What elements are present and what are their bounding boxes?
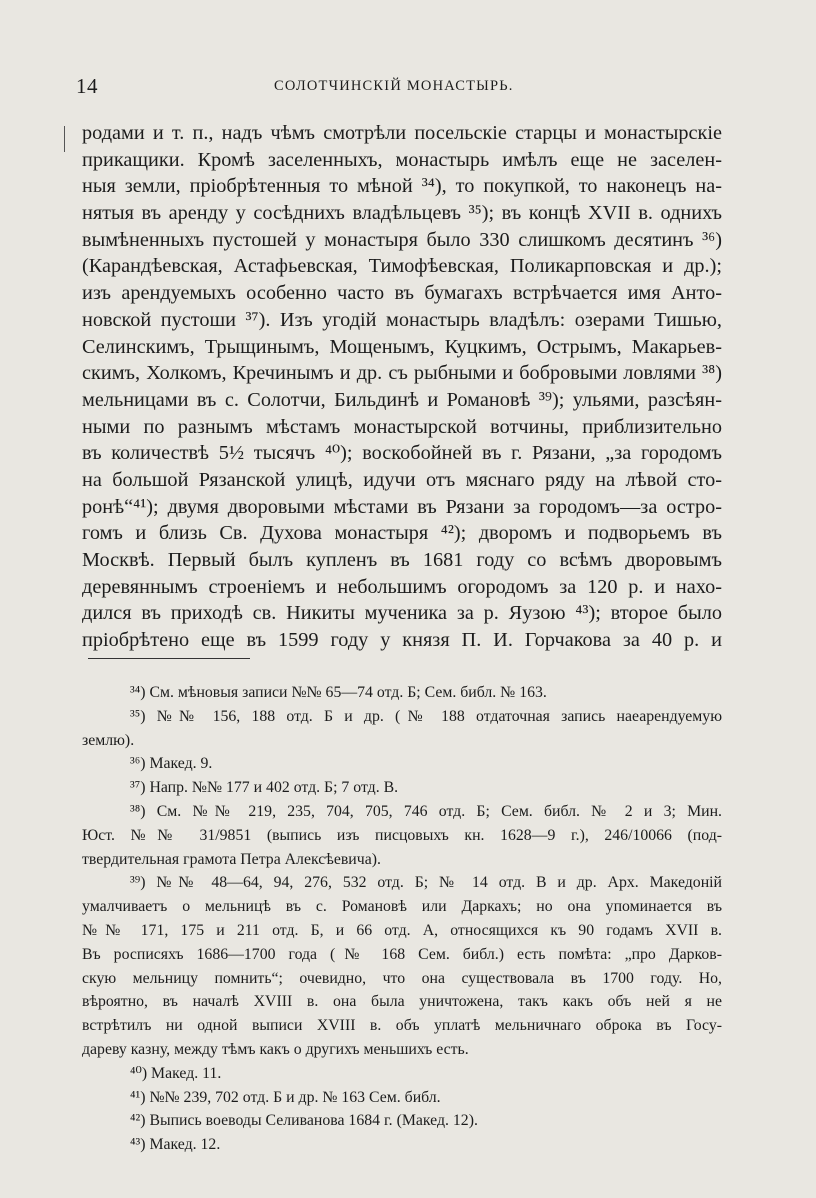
running-title: СОЛОТЧИНСКІЙ МОНАСТЫРЬ. (274, 78, 514, 94)
text-line: мельницами въ с. Солотчи, Бильдинѣ и Романовѣ ³⁹); ульями, разсѣян- (82, 388, 722, 411)
page-header (76, 74, 726, 104)
text-line: изъ арендуемыхъ особенно часто въ бумагахъ встрѣчается имя Анто- (82, 282, 722, 305)
text-line: гомъ и близь Св. Духова монастыря ⁴²); дворомъ и подворьемъ въ (82, 522, 722, 545)
footnote-line: ³⁷) Напр. №№ 177 и 402 отд. Б; 7 отд. В. (130, 779, 399, 797)
text-line: нятыя въ аренду у сосѣднихъ владѣльцевъ ³⁵); въ концѣ XVII в. однихъ (82, 202, 722, 225)
text-line: Селинскимъ, Трыщинымъ, Мощенымъ, Куцкимъ, Острымъ, Макарьев- (82, 335, 722, 358)
footnote-line: ³⁵) №№ 156, 188 отд. Б и др. (№ 188 отдаточная запись наеарендуемую (130, 707, 722, 725)
footnote-line: вѣроятно, въ началѣ XVIII в. она была уничтожена, такъ какъ объ ней я не (82, 993, 722, 1011)
footnote-line: ³⁸) См. №№ 219, 235, 704, 705, 746 отд. Б; Сем. библ. № 2 и 3; Мин. (130, 802, 722, 820)
footnote-line: Юст. №№ 31/9851 (выпись изъ писцовыхъ кн. 1628—9 г.), 246/10066 (под- (82, 826, 722, 844)
text-line: ныя земли, пріобрѣтенныя то мѣной ³⁴), то покупкой, то наконецъ на- (82, 175, 722, 198)
page-number: 14 (76, 74, 98, 98)
footnote-line: умалчиваетъ о мельницѣ въ с. Романовѣ или Даркахъ; но она упоминается въ (82, 898, 722, 916)
footnote-line: ⁴³) Макед. 12. (130, 1136, 221, 1154)
footnote-line: твердительная грамота Петра Алексѣевича). (82, 850, 381, 868)
footnote-separator (88, 658, 250, 659)
footnote-line: дареву казну, между тѣмъ какъ о другихъ меньшихъ есть. (82, 1040, 469, 1058)
text-line: ронѣ“⁴¹); двумя дворовыми мѣстами въ Рязани за городомъ—за остро- (82, 495, 722, 518)
main-text (82, 120, 722, 654)
text-line: въ количествѣ 5½ тысячъ ⁴⁰); воскобойней въ г. Рязани, „за городомъ (82, 442, 722, 465)
text-line: деревяннымъ строеніемъ и небольшимъ огородомъ за 120 р. и нахо- (82, 575, 722, 598)
footnote-line: землю). (82, 731, 135, 749)
footnote-line: встрѣтилъ ни одной выписи XVIII в. объ уплатѣ мельничнаго оброка въ Госу- (82, 1017, 722, 1035)
text-line: дился въ приходѣ св. Никиты мученика за р. Яузою ⁴³); второе было (82, 602, 722, 625)
footnote-line: ³⁴) См. мѣновыя записи №№ 65—74 отд. Б; Сем. библ. № 163. (130, 684, 547, 701)
text-line: Москвѣ. Первый былъ купленъ въ 1681 году со всѣмъ дворовымъ (82, 549, 722, 571)
margin-mark (64, 126, 65, 152)
text-line: прикащики. Кромѣ заселенныхъ, монастырь имѣлъ еще не заселен- (82, 148, 722, 171)
footnote-line: ³⁶) Макед. 9. (130, 755, 213, 773)
text-line: ными по разнымъ мѣстамъ монастырской вотчины, приблизительно (82, 415, 722, 438)
footnote-line: ³⁹) №№ 48—64, 94, 276, 532 отд. Б; № 14 отд. В и др. Арх. Македоній (130, 874, 722, 892)
text-line: на большой Рязанской улицѣ, идучи отъ мяснаго ряду на лѣвой сто- (82, 468, 722, 491)
footnote-line: ⁴²) Выпись воеводы Селиванова 1684 г. (Макед. 12). (130, 1112, 478, 1130)
footnote-line: ⁴¹) №№ 239, 702 отд. Б и др. № 163 Сем. библ. (130, 1088, 441, 1106)
footnote-line: №№ 171, 175 и 211 отд. Б, и 66 отд. А, относящихся къ 90 годамъ XVII в. (82, 921, 722, 939)
text-line: вымѣненныхъ пустошей у монастыря было 330 слишкомъ десятинъ ³⁶) (82, 228, 722, 251)
footnote-line: Въ росписяхъ 1686—1700 года (№ 168 Сем. библ.) есть помѣта: „про Дарков- (82, 945, 722, 963)
text-line: скимъ, Холкомъ, Кречинымъ и др. съ рыбными и бобровыми ловлями ³⁸) (82, 362, 722, 385)
footnotes (82, 681, 722, 1157)
text-line: родами и т. п., надъ чѣмъ смотрѣли посельскіе старцы и монастырскіе (82, 122, 722, 144)
footnote-line: скую мельницу помнить“; очевидно, что она существовала въ 1700 году. Но, (82, 969, 722, 987)
footnote-line: ⁴⁰) Макед. 11. (130, 1064, 222, 1082)
text-line: пріобрѣтено еще въ 1599 году у князя П. И. Горчакова за 40 р. и (82, 629, 722, 652)
text-line: новской пустоши ³⁷). Изъ угодій монастырь владѣлъ: озерами Тишью, (82, 308, 722, 331)
text-line: (Карандѣевская, Астафьевская, Тимофѣевская, Поликарповская и др.); (82, 255, 722, 278)
